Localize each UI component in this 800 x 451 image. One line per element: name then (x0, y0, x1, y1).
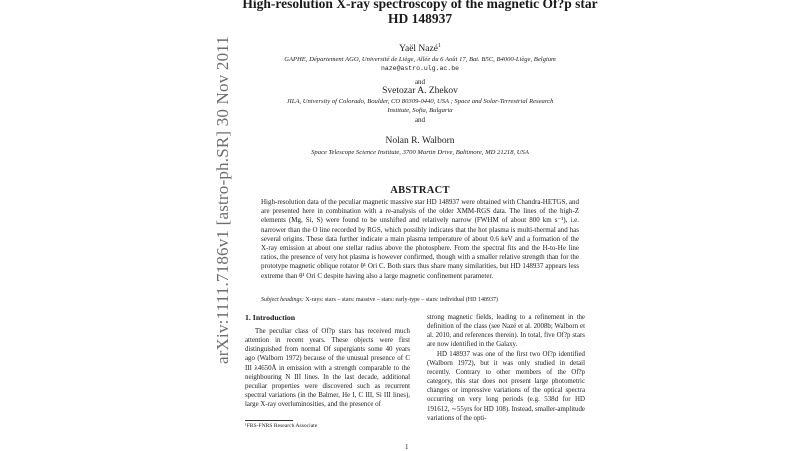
author-2-name: Svetozar A. Zhekov (382, 86, 458, 96)
author-1-email[interactable]: naze@astro.ulg.ac.be (380, 65, 459, 72)
intro-paragraph-1: The peculiar class of Of?p stars has received much attention in recent years. These objects were first distinguished from normal Of supergiants some 40 years ago (Walborn 1972) because of the unusual presence of C III λ4650Å in emission with a strength comparable to the neighbouring N III lines. In the last decade, additional peculiar properties were discovered such as recurrent spectral variations (in the Balmer, He I, C III, Si III lines), large X-ray overluminosities, and the presence of (245, 328, 410, 409)
body-left-column (245, 327, 410, 409)
page-number: 1 (405, 443, 409, 451)
author-2-affiliation (250, 97, 590, 115)
subject-headings-text: X-rays: stars – stars: massive – stars: early-type – stars: individual (HD 148937) (305, 297, 498, 303)
author-2-affiliation-line-1: JILA, University of Colorado, Boulder, CO 80309-0440, USA ; Space and Solar-Terrestrial Research (286, 98, 554, 105)
subject-headings (261, 296, 579, 304)
author-2-affiliation-line-2: Institute, Sofia, Bulgaria (387, 107, 453, 114)
section-1-heading: 1. Introduction (245, 313, 296, 322)
author-3-affiliation: Space Telescope Science Institute, 3700 Martin Drive, Baltimore, MD 21218, USA (311, 149, 529, 156)
footnote-rule (245, 420, 293, 421)
paper-title-line-1: High-resolution X-ray spectroscopy of the magnetic Of?p star (242, 0, 598, 11)
abstract-heading: ABSTRACT (390, 185, 450, 196)
arxiv-stamp (201, 30, 245, 370)
author-1-footnote-mark: 1 (437, 43, 441, 49)
abstract-body: High-resolution data of the peculiar magnetic massive star HD 148937 were obtained with Chandra-HETGS, and are presented here in combination with a re-analysis of the older XMM-RGS data. The lines of the high-Z elements (Mg, Si, S) were found to be unshifted and relatively narrow (FWHM of about 800 km s⁻¹), i.e. narrower than the O line recorded by RGS, which possibly indicates that the hot plasma is multi-thermal and has several origins. These data further indicate a main plasma temperature of about 0.6 keV and a formation of the X-ray emission at about one stellar radius above the photosphere. From the spectral fits and the H-to-He line ratios, the presence of very hot plasma is however confirmed, though with a smaller relative strength than for the prototype magnetic oblique rotator θ¹ Ori C. Both stars thus share many similarities, but HD 148937 appears less extreme than θ¹ Ori C despite having also a large magnetic confinement parameter. (261, 198, 579, 280)
and-separator-1: and (414, 78, 426, 86)
intro-paragraph-2: HD 148937 was one of the first two Of?p identified (Walborn 1972), but it was only studied in detail recently. Contrary to other members of the Of?p category, this star does not present large photometric changes or impressive variations of the optical spectra occurring on very long periods (e.g. 538d for HD 191612, ∼55yrs for HD 108). Instead, smaller-amplitude variations of the opti- (427, 350, 585, 422)
intro-paragraph-1-continued: strong magnetic fields, leading to a refinement in the definition of the class (see Nazé et al. 2008b; Walborn et al. 2010, and references therein). In total, five Of?p stars are now identified in the Galaxy. (427, 314, 585, 349)
author-1-affiliation: GAPHE, Département AGO, Université de Liège, Allée du 6 Août 17, Bat. B5C, B4000-Liège, Belgium (284, 56, 556, 63)
subject-headings-label: Subject headings: (261, 297, 304, 303)
and-separator-2: and (414, 116, 426, 124)
body-right-column (427, 313, 585, 423)
author-3-name: Nolan R. Walborn (385, 136, 455, 146)
arxiv-stamp-text: arXiv:1111.7186v1 [astro-ph.SR] 30 Nov 2011 (213, 35, 232, 365)
footnote: ¹FRS-FNRS Research Associate (245, 423, 318, 429)
author-1-name: Yaël Nazé$^1$ (399, 43, 441, 55)
paper-title (240, 0, 600, 26)
paper-title-line-2: HD 148937 (387, 11, 453, 26)
